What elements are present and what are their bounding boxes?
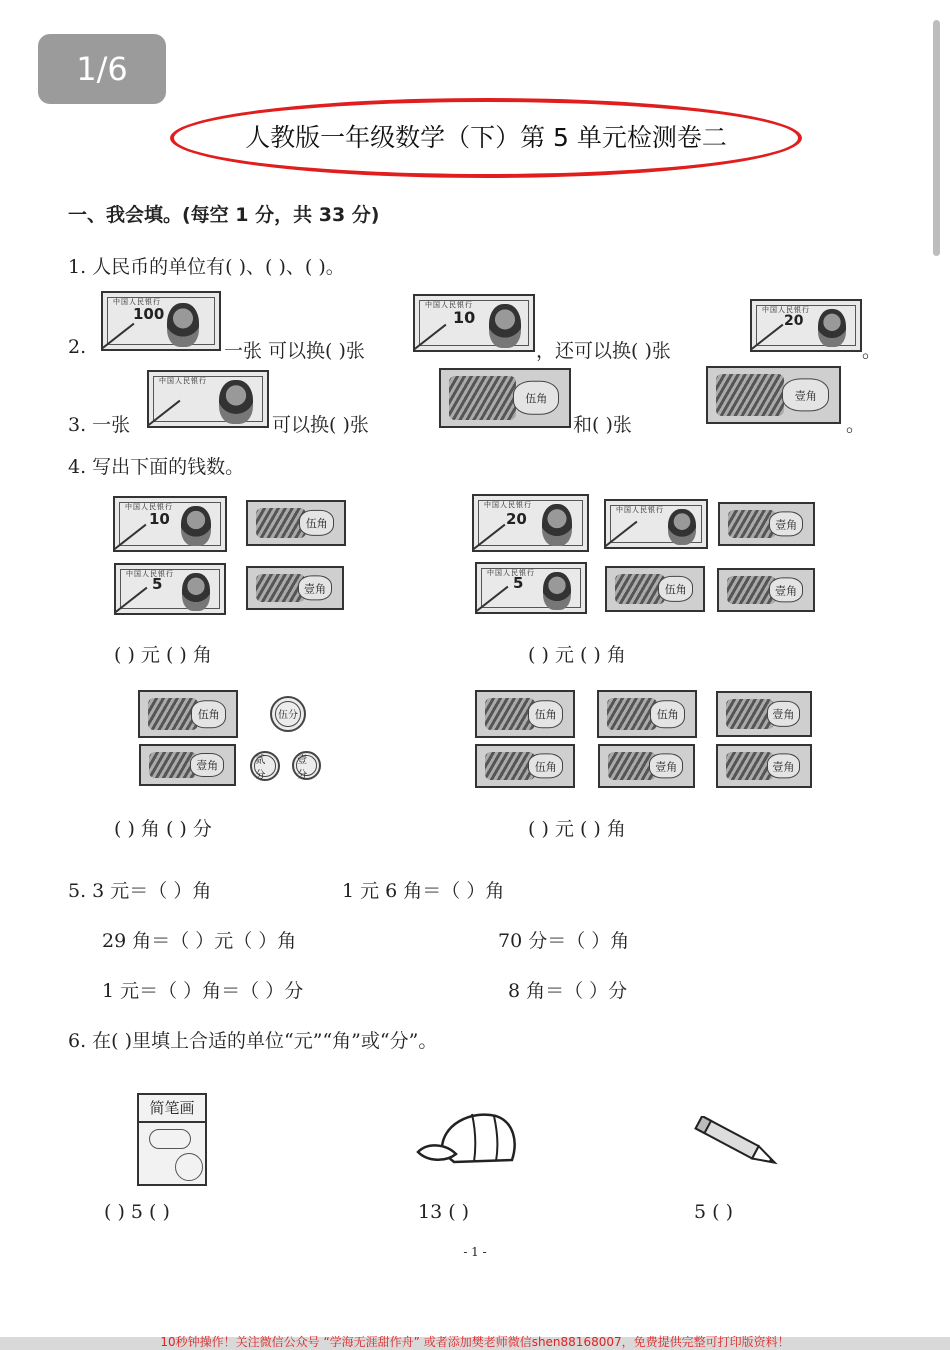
- banknote-5-jiao: 伍角: [475, 690, 575, 738]
- banknote-5-yuan: 中国人民银行 5: [114, 563, 226, 615]
- question-6: 6. 在( )里填上合适的单位“元”“角”或“分”。: [68, 1030, 438, 1052]
- pencil-image: [688, 1116, 784, 1168]
- banknote-1-jiao: 壹角: [716, 744, 812, 788]
- q4-answer-c: ( ) 角 ( ) 分: [114, 818, 212, 840]
- q6-answer-pencil: 5 ( ): [694, 1201, 733, 1223]
- coin-2-fen: 贰分: [250, 751, 280, 781]
- q5-row3-a: 1 元＝（ ）角＝（ ）分: [102, 980, 304, 1002]
- cap-image: [414, 1108, 520, 1172]
- banknote-1-jiao: 壹角: [717, 568, 815, 612]
- banknote-20-yuan: 中国人民银行 20: [472, 494, 589, 552]
- q4-answer-a: ( ) 元 ( ) 角: [114, 644, 212, 666]
- q2-text-3: 。: [862, 340, 882, 362]
- book-label: 简笔画: [139, 1095, 205, 1123]
- banknote-1-jiao: 壹角: [706, 366, 841, 424]
- section-heading: 一、我会填。(每空 1 分，共 33 分): [68, 204, 380, 226]
- banknote-1-yuan: 中国人民银行: [147, 370, 269, 428]
- banknote-20-yuan: 中国人民银行 20: [750, 299, 862, 352]
- q3-text-4: 。: [846, 414, 866, 436]
- q4-answer-d: ( ) 元 ( ) 角: [528, 818, 626, 840]
- q6-answer-book: ( ) 5 ( ): [104, 1201, 170, 1223]
- banknote-5-jiao: 伍角: [475, 744, 575, 788]
- q5-row2-b: 70 分＝（ ）角: [498, 930, 630, 952]
- page-number: - 1 -: [463, 1245, 487, 1259]
- q5-row2-a: 29 角＝（ ）元（ ）角: [102, 930, 297, 952]
- banknote-1-jiao: 壹角: [246, 566, 344, 610]
- scrollbar[interactable]: [933, 20, 940, 256]
- footer-notice: 10秒钟操作！关注微信公众号 “学海无涯甜作舟” 或者添加樊老师微信shen88168007，免费提供完整可打印版资料！: [160, 1335, 790, 1349]
- banknote-5-jiao: 伍角: [597, 690, 697, 738]
- q3-text-2: 可以换( )张: [272, 414, 369, 436]
- banknote-10-yuan: 中国人民银行 10: [413, 294, 535, 352]
- sketchbook-image: [137, 1093, 207, 1186]
- coin-5-fen: 伍分: [270, 696, 306, 732]
- banknote-1-jiao: 壹角: [598, 744, 695, 788]
- q5-row1-b: 1 元 6 角＝（ ）角: [342, 880, 505, 902]
- q3-text-3: 和( )张: [573, 414, 632, 436]
- question-4: 4. 写出下面的钱数。: [68, 456, 245, 478]
- banknote-1-jiao: 壹角: [139, 744, 236, 786]
- q5-row3-b: 8 角＝（ ）分: [508, 980, 628, 1002]
- banknote-5-jiao: 伍角: [246, 500, 346, 546]
- question-1: 1. 人民币的单位有( )、( )、( )。: [68, 256, 345, 278]
- banknote-1-jiao: 壹角: [716, 691, 812, 737]
- q2-text-2: ，还可以换( )张: [536, 340, 671, 362]
- q3-text-1: 3. 一张: [68, 414, 131, 436]
- q2-number: 2.: [68, 336, 87, 358]
- q6-answer-cap: 13 ( ): [418, 1201, 470, 1223]
- q4-answer-b: ( ) 元 ( ) 角: [528, 644, 626, 666]
- q5-row1-a: 5. 3 元＝（ ）角: [68, 880, 212, 902]
- q2-text-1: 一张 可以换( )张: [224, 340, 365, 362]
- banknote-5-jiao: 伍角: [439, 368, 571, 428]
- page-title: 人教版一年级数学（下）第 5 单元检测卷二: [245, 123, 727, 152]
- banknote-5-jiao: 伍角: [138, 690, 238, 738]
- banknote-10-yuan: 中国人民银行 10: [113, 496, 227, 552]
- banknote-1-yuan: 中国人民银行: [604, 499, 708, 549]
- banknote-100-yuan: 中国人民银行 100: [101, 291, 221, 351]
- coin-1-fen: 壹分: [292, 751, 321, 780]
- banknote-5-yuan: 中国人民银行 5: [475, 562, 587, 614]
- banknote-1-jiao: 壹角: [718, 502, 815, 546]
- banknote-5-jiao: 伍角: [605, 566, 705, 612]
- page-indicator: 1/6: [38, 34, 166, 104]
